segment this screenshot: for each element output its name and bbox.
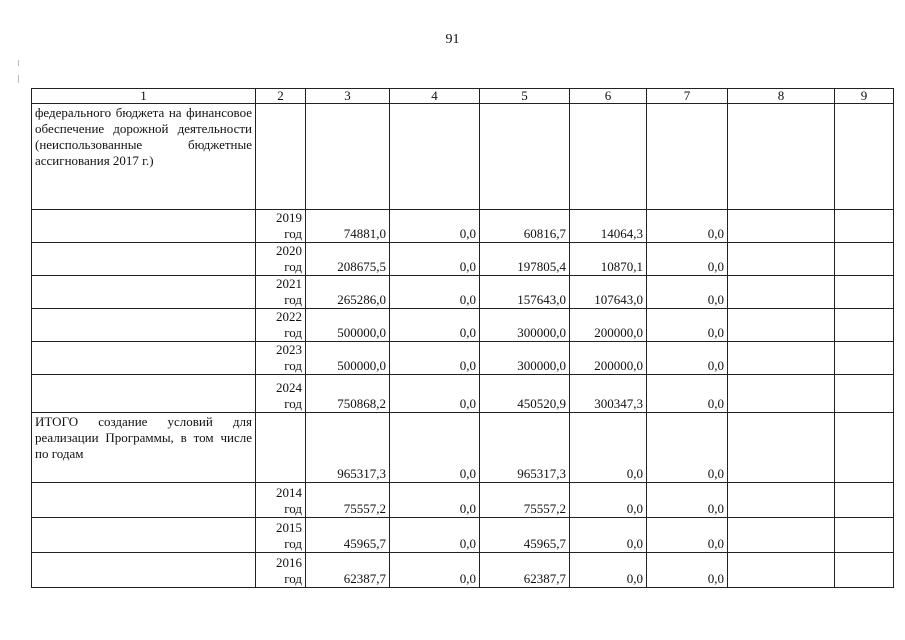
empty-cell [835, 375, 894, 413]
empty-cell [32, 553, 256, 588]
empty-cell [835, 553, 894, 588]
budget-table [31, 88, 894, 588]
year-value: 2019 [276, 210, 302, 225]
column-number-4: 4 [390, 89, 480, 104]
empty-cell [32, 276, 256, 309]
table-row [32, 553, 894, 588]
empty-cell [647, 104, 728, 210]
empty-cell [728, 276, 835, 309]
value-cell-c7: 0,0 [647, 210, 728, 243]
column-number-9: 9 [835, 89, 894, 104]
column-number-1: 1 [32, 89, 256, 104]
table-row [32, 342, 894, 375]
year-cell [256, 309, 306, 342]
year-unit: год [284, 396, 302, 411]
table-row [32, 243, 894, 276]
value-cell-c4: 0,0 [390, 342, 480, 375]
year-unit: год [284, 571, 302, 586]
empty-cell [32, 309, 256, 342]
value-cell-c6: 10870,1 [570, 243, 647, 276]
value-cell-c4: 0,0 [390, 276, 480, 309]
empty-cell [728, 518, 835, 553]
total-value-c7: 0,0 [647, 413, 728, 483]
scan-margin-mark [18, 75, 19, 83]
empty-cell [728, 413, 835, 483]
value-cell-c6: 0,0 [570, 518, 647, 553]
empty-cell [32, 375, 256, 413]
value-cell-c5: 62387,7 [480, 553, 570, 588]
year-cell [256, 210, 306, 243]
value-cell-c7: 0,0 [647, 342, 728, 375]
empty-cell [728, 309, 835, 342]
year-value: 2014 [276, 485, 302, 500]
value-cell-c7: 0,0 [647, 243, 728, 276]
year-cell [256, 518, 306, 553]
empty-cell [835, 413, 894, 483]
value-cell-c5: 75557,2 [480, 483, 570, 518]
total-value-c4: 0,0 [390, 413, 480, 483]
empty-cell [32, 210, 256, 243]
table-row [32, 276, 894, 309]
empty-cell [480, 104, 570, 210]
table-row [32, 375, 894, 413]
year-value: 2020 [276, 243, 302, 258]
value-cell-c5: 60816,7 [480, 210, 570, 243]
empty-cell [570, 104, 647, 210]
empty-cell [32, 342, 256, 375]
value-cell-c4: 0,0 [390, 553, 480, 588]
value-cell-c4: 0,0 [390, 518, 480, 553]
year-unit: год [284, 226, 302, 241]
value-cell-c6: 0,0 [570, 553, 647, 588]
value-cell-c5: 300000,0 [480, 342, 570, 375]
value-cell-c6: 200000,0 [570, 342, 647, 375]
value-cell-c6: 0,0 [570, 483, 647, 518]
empty-cell [728, 342, 835, 375]
year-value: 2023 [276, 342, 302, 357]
year-value: 2024 [276, 380, 302, 395]
total-value-c5: 965317,3 [480, 413, 570, 483]
section-description: федерального бюджета на финансовое обеспечение дорожной деятельности (неиспользованные бюджетные ассигнования 2017 г.) [32, 104, 256, 210]
value-cell-c5: 157643,0 [480, 276, 570, 309]
empty-cell [728, 243, 835, 276]
value-cell-c5: 45965,7 [480, 518, 570, 553]
value-cell-c4: 0,0 [390, 210, 480, 243]
value-cell-c4: 0,0 [390, 375, 480, 413]
year-unit: год [284, 292, 302, 307]
year-value: 2015 [276, 520, 302, 535]
empty-cell [32, 243, 256, 276]
value-cell-c7: 0,0 [647, 483, 728, 518]
year-unit: год [284, 501, 302, 516]
year-unit: год [284, 325, 302, 340]
value-cell-c6: 14064,3 [570, 210, 647, 243]
table-row [32, 309, 894, 342]
value-cell-c7: 0,0 [647, 553, 728, 588]
empty-cell [835, 518, 894, 553]
year-unit: год [284, 536, 302, 551]
value-cell-c7: 0,0 [647, 518, 728, 553]
table-row [32, 518, 894, 553]
table-header-row [32, 89, 894, 104]
total-row [32, 413, 894, 483]
year-cell [256, 243, 306, 276]
table-row [32, 210, 894, 243]
value-cell-c6: 300347,3 [570, 375, 647, 413]
value-cell-c6: 200000,0 [570, 309, 647, 342]
column-number-7: 7 [647, 89, 728, 104]
empty-cell [728, 210, 835, 243]
empty-cell [835, 243, 894, 276]
empty-cell [728, 375, 835, 413]
empty-cell [32, 518, 256, 553]
empty-cell [835, 104, 894, 210]
column-number-6: 6 [570, 89, 647, 104]
value-cell-c3: 75557,2 [306, 483, 390, 518]
scan-margin-mark [18, 60, 19, 66]
column-number-5: 5 [480, 89, 570, 104]
page-number: 91 [445, 32, 460, 47]
empty-cell [835, 309, 894, 342]
value-cell-c5: 450520,9 [480, 375, 570, 413]
value-cell-c3: 750868,2 [306, 375, 390, 413]
empty-cell [32, 483, 256, 518]
value-cell-c3: 74881,0 [306, 210, 390, 243]
empty-cell [728, 104, 835, 210]
value-cell-c3: 500000,0 [306, 309, 390, 342]
total-value-c3: 965317,3 [306, 413, 390, 483]
empty-cell [835, 483, 894, 518]
column-number-8: 8 [728, 89, 835, 104]
value-cell-c3: 265286,0 [306, 276, 390, 309]
empty-cell [728, 483, 835, 518]
empty-cell [835, 276, 894, 309]
empty-cell [728, 553, 835, 588]
value-cell-c3: 62387,7 [306, 553, 390, 588]
year-cell [256, 342, 306, 375]
value-cell-c5: 300000,0 [480, 309, 570, 342]
empty-cell [256, 104, 306, 210]
value-cell-c6: 107643,0 [570, 276, 647, 309]
year-value: 2021 [276, 276, 302, 291]
year-cell [256, 553, 306, 588]
empty-cell [835, 342, 894, 375]
value-cell-c3: 208675,5 [306, 243, 390, 276]
value-cell-c4: 0,0 [390, 483, 480, 518]
value-cell-c5: 197805,4 [480, 243, 570, 276]
year-cell [256, 483, 306, 518]
value-cell-c4: 0,0 [390, 243, 480, 276]
section-description-row [32, 104, 894, 210]
value-cell-c3: 45965,7 [306, 518, 390, 553]
column-number-2: 2 [256, 89, 306, 104]
value-cell-c3: 500000,0 [306, 342, 390, 375]
total-description: ИТОГО создание условий для реализации Программы, в том числе по годам [32, 413, 256, 483]
value-cell-c7: 0,0 [647, 309, 728, 342]
year-cell [256, 375, 306, 413]
year-unit: год [284, 259, 302, 274]
year-unit: год [284, 358, 302, 373]
table-row [32, 483, 894, 518]
value-cell-c7: 0,0 [647, 375, 728, 413]
empty-cell [835, 210, 894, 243]
column-number-3: 3 [306, 89, 390, 104]
value-cell-c7: 0,0 [647, 276, 728, 309]
empty-cell [306, 104, 390, 210]
empty-cell [256, 413, 306, 483]
empty-cell [390, 104, 480, 210]
value-cell-c4: 0,0 [390, 309, 480, 342]
year-cell [256, 276, 306, 309]
year-value: 2022 [276, 309, 302, 324]
year-value: 2016 [276, 555, 302, 570]
total-value-c6: 0,0 [570, 413, 647, 483]
